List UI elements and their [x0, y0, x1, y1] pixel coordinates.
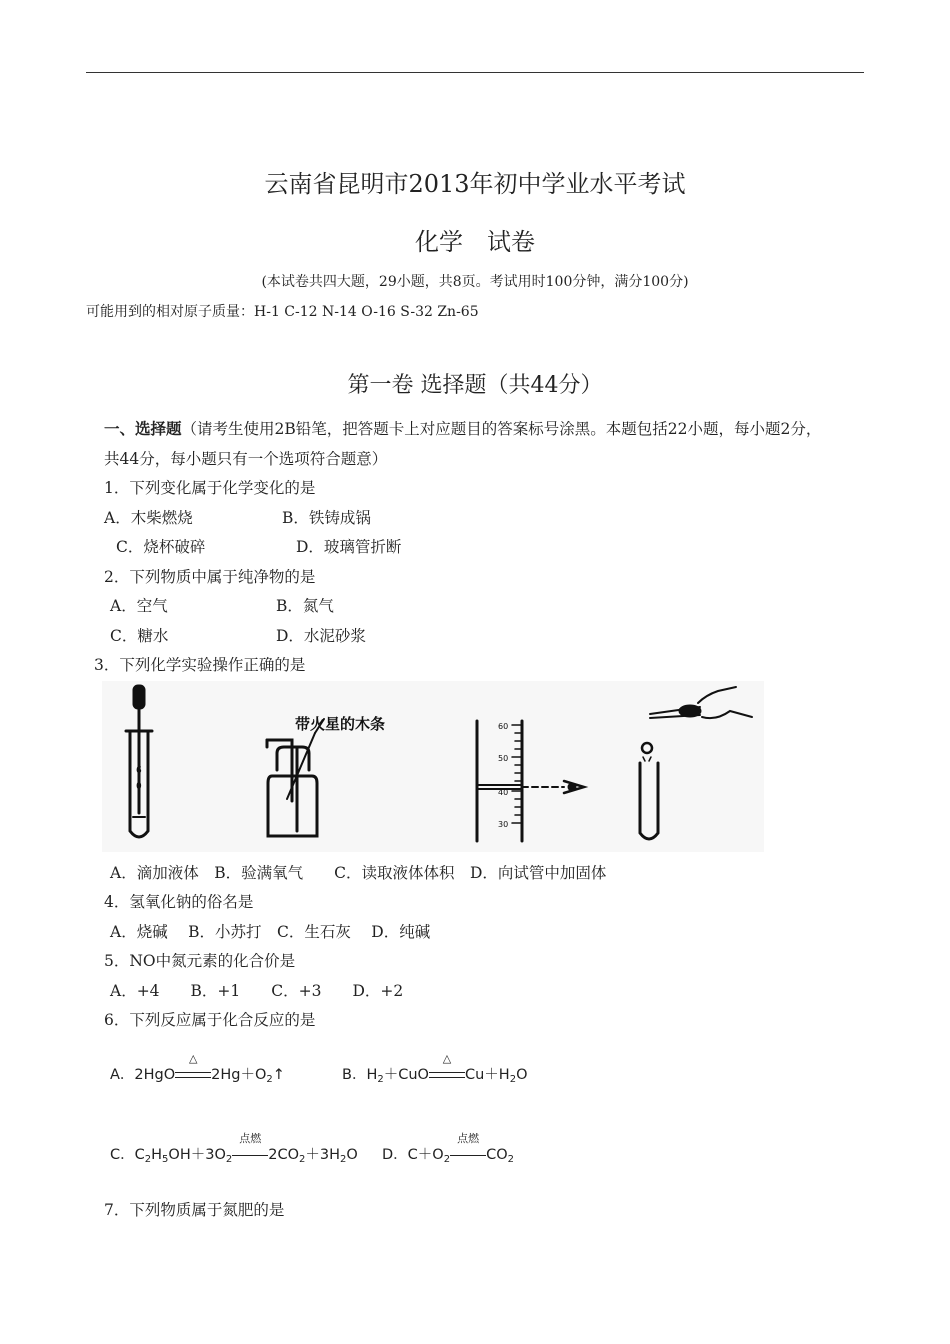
splint-label: 带火星的木条: [295, 715, 386, 733]
ignite-condition: [232, 1132, 268, 1163]
q6-option-c: [110, 1132, 358, 1165]
q6-d-sub1: 2: [443, 1154, 451, 1165]
q6-b-sub1: 2: [377, 1074, 384, 1085]
heat-condition: [175, 1052, 211, 1083]
q6-c-label: C．: [110, 1147, 135, 1163]
q6-c-right: 2CO: [268, 1147, 300, 1163]
exam-subject: 化学 试卷: [415, 228, 535, 256]
q2-option-b: B．氮气: [276, 597, 334, 615]
q6-option-d: [382, 1132, 515, 1165]
q3-options: A．滴加液体 B．验满氧气 C．读取液体体积 D．向试管中加固体: [110, 864, 607, 882]
q6-d-sub2: 2: [507, 1154, 515, 1165]
lab-operations-illustration: [102, 681, 764, 852]
q6-c-sub1: 2: [144, 1154, 152, 1165]
atomic-masses: 可能用到的相对原子质量：H-1 C-12 N-14 O-16 S-32 Zn-65: [86, 304, 479, 320]
q5-stem: 5．NO中氮元素的化合价是: [104, 952, 296, 970]
gas-bottle-splint-icon: [267, 719, 324, 836]
q6-option-a: [110, 1052, 285, 1085]
exam-note: (本试卷共四大题，29小题，共8页。考试用时100分钟，满分100分): [261, 274, 689, 290]
svg-text:6: 6: [136, 766, 142, 776]
q4-options: A．烧碱 B．小苏打 C．生石灰 D．纯碱: [110, 923, 431, 941]
cylinder-tick-40: 40: [498, 788, 509, 797]
cylinder-tick-30: 30: [498, 820, 509, 829]
heat-symbol: △: [188, 1052, 198, 1065]
q6-b-left2: ＋CuO: [383, 1067, 429, 1083]
q6-c-sub4: 2: [299, 1154, 306, 1165]
q6-c-sub5: 2: [340, 1154, 347, 1165]
q6-b-right: Cu＋H: [464, 1067, 510, 1083]
heat-condition: [429, 1052, 465, 1083]
q6-a-label: A．: [110, 1067, 135, 1083]
q1-option-d: D．玻璃管折断: [296, 538, 402, 556]
q3-figure: [102, 681, 764, 852]
q6-d-left: C＋O: [407, 1147, 444, 1163]
q1-option-a: A．木柴燃烧: [104, 509, 193, 527]
q3-stem: 3．下列化学实验操作正确的是: [94, 656, 306, 674]
svg-text:0: 0: [136, 782, 142, 792]
graduated-cylinder-icon: [477, 721, 584, 841]
q7-stem: 7．下列物质属于氮肥的是: [104, 1201, 285, 1219]
dropper-test-tube-icon: [126, 686, 152, 837]
section-heading-rest: （请考生使用2B铅笔，把答题卡上对应题目的答案标号涂黑。本题包括22小题，每小题2分，: [181, 420, 822, 438]
section-heading-line2: 共44分，每小题只有一个选项符合题意）: [104, 450, 388, 468]
q2-option-a: A．空气: [110, 597, 168, 615]
q6-c-left2: H: [151, 1147, 163, 1163]
q6-c-sub2: 5: [162, 1154, 169, 1165]
test-tube-tweezers-icon: [640, 687, 752, 839]
q4-stem: 4．氢氧化钠的俗名是: [104, 893, 254, 911]
q6-a-tail: ↑: [272, 1067, 285, 1083]
q6-b-right2: O: [516, 1067, 528, 1083]
q2-stem: 2．下列物质中属于纯净物的是: [104, 568, 316, 586]
q5-options: A．+4 B．+1 C．+3 D．+2: [110, 982, 404, 1000]
q6-a-right: 2Hg＋O: [211, 1067, 267, 1083]
q6-b-label: B．: [342, 1067, 367, 1083]
q6-c-left: C: [134, 1147, 145, 1163]
q1-option-b: B．铁铸成锅: [282, 509, 371, 527]
q2-option-c: C．糖水: [110, 627, 169, 645]
q6-c-right3: O: [346, 1147, 358, 1163]
q1-stem: 1．下列变化属于化学变化的是: [104, 479, 316, 497]
header-rule: [86, 72, 864, 73]
cylinder-tick-50: 50: [498, 754, 509, 763]
q6-d-right: CO: [486, 1147, 508, 1163]
q6-b-sub2: 2: [509, 1074, 517, 1085]
q2-option-d: D．水泥砂浆: [276, 627, 366, 645]
q6-d-label: D．: [382, 1147, 408, 1163]
ignite-label: 点燃: [239, 1132, 262, 1145]
q6-a-sub: 2: [266, 1074, 273, 1085]
section-heading: [104, 417, 821, 439]
q6-option-b: [342, 1052, 528, 1085]
heat-symbol: △: [442, 1052, 452, 1065]
ignite-label: 点燃: [457, 1132, 480, 1145]
section-heading-bold: 一、选择题: [104, 419, 182, 438]
q6-c-sub3: 2: [225, 1154, 233, 1165]
ignite-condition: [450, 1132, 486, 1163]
q6-stem: 6．下列反应属于化合反应的是: [104, 1011, 316, 1029]
exam-title: 云南省昆明市2013年初中学业水平考试: [264, 170, 686, 198]
q6-c-right2: ＋3H: [305, 1147, 341, 1163]
q6-a-left: 2HgO: [134, 1067, 176, 1083]
q6-c-left3: OH＋3O: [168, 1147, 226, 1163]
section-title: 第一卷 选择题（共44分）: [347, 373, 603, 398]
cylinder-tick-60: 60: [498, 722, 509, 731]
q1-option-c: C．烧杯破碎: [116, 538, 206, 556]
q6-b-left: H: [366, 1067, 378, 1083]
